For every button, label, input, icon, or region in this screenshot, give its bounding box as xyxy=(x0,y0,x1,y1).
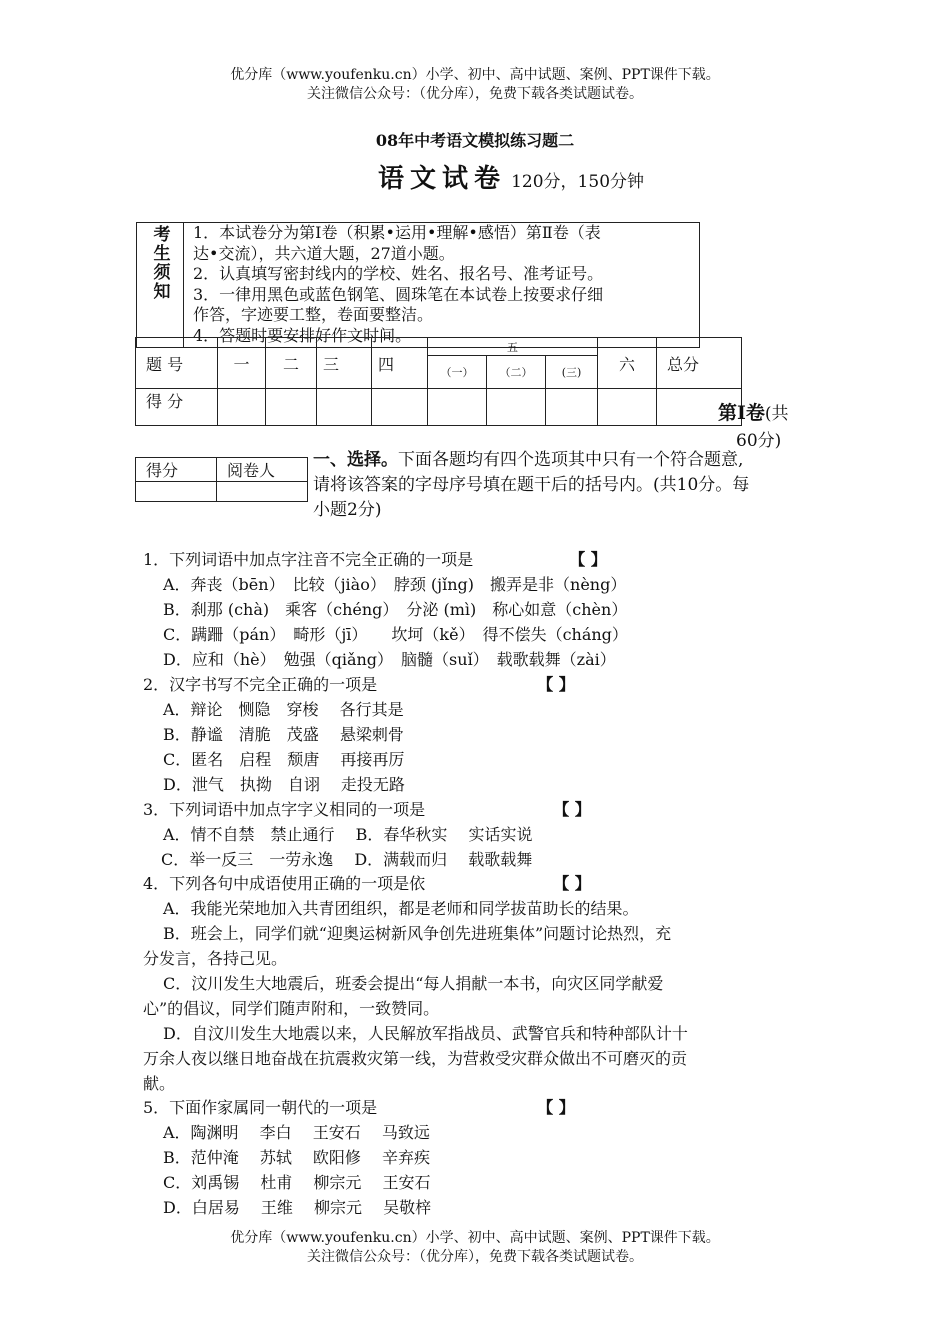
score-cell[interactable] xyxy=(598,389,657,426)
grader-reviewer-label: 阅卷人 xyxy=(217,458,308,482)
question-stem: 2．汉字书写不完全正确的一项是 xyxy=(143,675,378,694)
grader-score-cell[interactable] xyxy=(136,482,217,502)
score-cell[interactable] xyxy=(266,389,317,426)
col-5-3: (三) xyxy=(546,356,598,389)
col-5-2: （二） xyxy=(487,356,546,389)
section1-line2: 请将该答案的字母序号填在题干后的括号内。(共10分。每 xyxy=(313,475,750,495)
grader-score-label: 得分 xyxy=(136,458,217,482)
question-3 xyxy=(143,797,591,872)
question-stem: 3．下列词语中加点字字义相同的一项是 xyxy=(143,800,426,819)
option: C．蹒跚（pán） 畸形（jī） 坎坷（kě） 得不偿失（cháng） xyxy=(163,625,628,644)
page-title: 08年中考语文模拟练习题二 xyxy=(375,131,575,150)
option: D．白居易 王维 柳宗元 吴敬梓 xyxy=(163,1198,432,1217)
col-4: 四 xyxy=(372,338,428,389)
answer-bracket[interactable]: 【 】 xyxy=(537,1098,575,1117)
notice-line: 达•交流），共六道大题，27道小题。 xyxy=(193,243,455,263)
notice-line: 作答，字迹要工整，卷面要整洁。 xyxy=(193,305,434,324)
option: D．应和（hè） 勉强（qiǎng） 脑髓（suǐ） 载歌载舞（zài） xyxy=(163,650,616,669)
option: C．刘禹锡 杜甫 柳宗元 王安石 xyxy=(163,1173,431,1192)
option: A．奔丧（bēn） 比较（jiào） 脖颈 (jǐng) 搬弄是非（nèng） xyxy=(163,575,627,594)
option: C．匿名 启程 颓唐 再接再厉 xyxy=(163,750,405,769)
answer-bracket[interactable]: 【 】 xyxy=(553,800,591,819)
option: B．班会上，同学们就“迎奥运树新风争创先进班集体”问题讨论热烈，充 xyxy=(163,924,672,943)
score-cell[interactable] xyxy=(218,389,266,426)
option: D．泄气 执拗 自诩 走投无路 xyxy=(163,775,405,794)
option: A．我能光荣地加入共青团组织，都是老师和同学拔苗助长的结果。 xyxy=(163,899,639,918)
site-footer-line1: 优分库（www.youfenku.cn）小学、初中、高中试题、案例、PPT课件下载。 xyxy=(230,1230,720,1246)
option-continued: 献。 xyxy=(143,1074,176,1093)
answer-bracket[interactable]: 【 】 xyxy=(537,675,575,694)
option-continued: 分发言，各持己见。 xyxy=(143,949,288,968)
option-continued: 心”的倡议，同学们随声附和，一致赞同。 xyxy=(143,999,440,1018)
score-cell[interactable] xyxy=(372,389,428,426)
question-stem: 1．下列词语中加点字注音不完全正确的一项是 xyxy=(143,550,474,569)
score-cell[interactable] xyxy=(546,389,598,426)
score-cell[interactable] xyxy=(428,389,487,426)
score-cell[interactable] xyxy=(487,389,546,426)
score-table xyxy=(135,337,742,426)
question-5 xyxy=(143,1095,575,1220)
answer-bracket[interactable]: 【 】 xyxy=(569,550,607,569)
row-label-number: 题 号 xyxy=(136,338,218,389)
col-2: 二 xyxy=(266,338,317,389)
option: D．自汶川发生大地震以来，人民解放军指战员、武警官兵和特种部队计十 xyxy=(163,1024,688,1043)
score-cell[interactable] xyxy=(317,389,372,426)
col-3: 三 xyxy=(317,338,372,389)
part1-label: 第Ⅰ卷 xyxy=(718,402,765,424)
question-2 xyxy=(143,672,575,797)
site-header-line2: 关注微信公众号：（优分库），免费下载各类试题试卷。 xyxy=(307,86,643,102)
notice-box xyxy=(136,222,700,348)
question-1 xyxy=(143,547,628,672)
option: A．陶渊明 李白 王安石 马致远 xyxy=(163,1123,430,1142)
col-total: 总分 xyxy=(657,338,742,389)
part1-title xyxy=(718,398,789,425)
option: B．范仲淹 苏轼 欧阳修 辛弃疾 xyxy=(163,1148,431,1167)
notice-line: 1．本试卷分为第Ⅰ卷（积累•运用•理解•感悟）第Ⅱ卷（表 xyxy=(193,223,601,242)
question-4 xyxy=(143,871,793,1096)
col-5-1: （一） xyxy=(428,356,487,389)
row-label-score: 得 分 xyxy=(136,389,218,426)
part1-note1: (共 xyxy=(764,404,789,424)
subtitle-info: 120分，150分钟 xyxy=(511,172,645,192)
section1-line3: 小题2分) xyxy=(313,500,382,520)
notice-line: 4．答题时要安排好作文时间。 xyxy=(193,325,412,345)
section1-line1: 下面各题均有四个选项其中只有一个符合题意, xyxy=(398,450,744,470)
notice-label: 考生须知 xyxy=(149,225,170,301)
col-6: 六 xyxy=(598,338,657,389)
option: C．举一反三 一劳永逸 D．满载而归 载歌载舞 xyxy=(161,850,533,869)
site-header-line1: 优分库（www.youfenku.cn）小学、初中、高中试题、案例、PPT课件下载。 xyxy=(230,67,720,83)
option: B．刹那 (chà) 乘客（chéng） 分泌 (mì) 称心如意（chèn） xyxy=(163,600,628,619)
answer-bracket[interactable]: 【 】 xyxy=(553,874,591,893)
question-stem: 5．下面作家属同一朝代的一项是 xyxy=(143,1098,378,1117)
part1-note2: 60分) xyxy=(736,431,782,451)
option: A．情不自禁 禁止通行 B．春华秋实 实话实说 xyxy=(163,825,533,844)
grader-table xyxy=(135,457,308,502)
grader-reviewer-cell[interactable] xyxy=(217,482,308,502)
section1-head: 一、选择。 xyxy=(313,450,398,470)
option: B．静谧 清脆 茂盛 悬梁刺骨 xyxy=(163,725,404,744)
col-1: 一 xyxy=(218,338,266,389)
question-stem: 4．下列各句中成语使用正确的一项是依 xyxy=(143,874,426,893)
section1-instructions xyxy=(313,448,749,523)
notice-text xyxy=(193,223,603,346)
col-5: 五 xyxy=(428,338,598,356)
option: C．汶川发生大地震后，班委会提出“每人捐献一本书，向灾区同学献爱 xyxy=(163,974,664,993)
option: A．辩论 恻隐 穿梭 各行其是 xyxy=(163,700,404,719)
notice-line: 2．认真填写密封线内的学校、姓名、报名号、准考证号。 xyxy=(193,264,604,283)
notice-label-cell xyxy=(137,223,184,347)
site-footer-line2: 关注微信公众号：（优分库），免费下载各类试题试卷。 xyxy=(307,1249,643,1265)
option-continued: 万余人夜以继日地奋战在抗震救灾第一线，为营救受灾群众做出不可磨灭的贡 xyxy=(143,1049,688,1068)
exam-subtitle xyxy=(378,158,644,195)
notice-line: 3．一律用黑色或蓝色钢笔、圆珠笔在本试卷上按要求仔细 xyxy=(193,284,604,304)
subtitle-main: 语文试卷 xyxy=(378,164,507,194)
